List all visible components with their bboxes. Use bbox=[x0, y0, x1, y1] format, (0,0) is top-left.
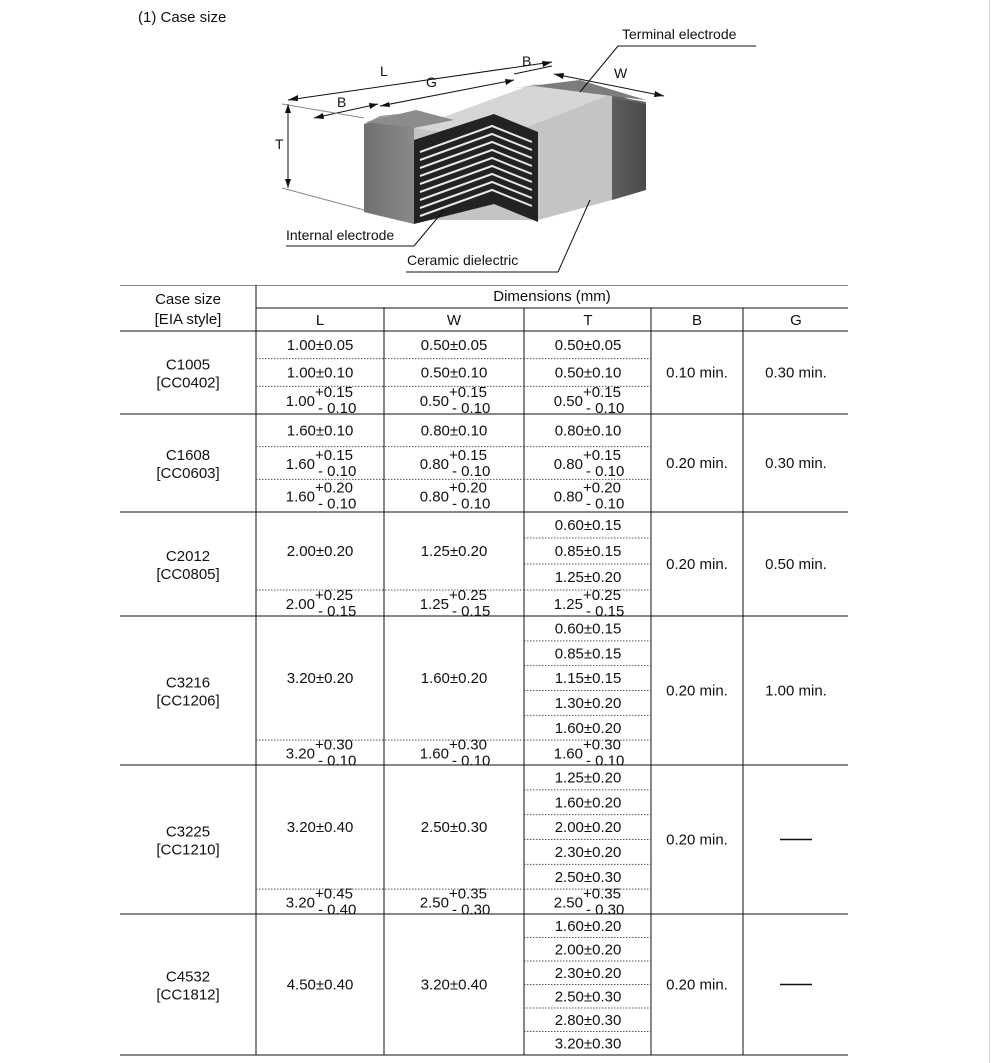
label-internal-electrode: Internal electrode bbox=[286, 227, 395, 243]
group-c2012-t-0: 0.60±0.15 bbox=[554, 517, 622, 534]
group-c2012-w-0: 1.25±0.20 bbox=[420, 543, 488, 560]
group-c2012-l-0: 2.00±0.20 bbox=[286, 543, 354, 560]
group-c1005-eia: [CC0402] bbox=[156, 374, 220, 392]
group-c4532-l-0: 4.50±0.40 bbox=[286, 976, 354, 994]
group-c1005-w-2-minus-tolerance: - 0.10 bbox=[452, 400, 491, 418]
group-c1608-w-1-plus-tolerance: +0.15 bbox=[449, 447, 487, 464]
group-c3225-eia: [CC1210] bbox=[156, 841, 220, 859]
group-c3216-w-1-minus-tolerance: - 0.10 bbox=[452, 752, 491, 770]
group-c1608-l-1-value: 1.60 bbox=[285, 456, 315, 473]
label-W: W bbox=[614, 65, 628, 81]
group-c3225-t-2: 2.00±0.20 bbox=[554, 819, 622, 837]
group-c3225-b-value: 0.20 min. bbox=[666, 831, 728, 849]
group-c1608-t-2-minus-tolerance: - 0.10 bbox=[586, 495, 625, 513]
group-c1608-b-value: 0.20 min. bbox=[666, 455, 728, 472]
group-c1005-l-2-value: 1.00 bbox=[285, 393, 315, 411]
group-c4532-w-0: 3.20±0.40 bbox=[420, 976, 488, 994]
header-eia-style: [EIA style] bbox=[154, 311, 222, 328]
group-c3216-t-4: 1.60±0.20 bbox=[554, 719, 622, 737]
group-c1608-l-2-value: 1.60 bbox=[285, 488, 315, 506]
group-c3216-g-value: 1.00 min. bbox=[765, 682, 827, 700]
group-c2012-case-size: C2012 bbox=[165, 548, 211, 565]
group-c2012-t-1: 0.85±0.15 bbox=[554, 543, 622, 560]
group-c1608-t-0: 0.80±0.10 bbox=[554, 422, 622, 440]
group-c1608-l-1-plus-tolerance: +0.15 bbox=[315, 447, 353, 464]
group-c3225-w-1-plus-tolerance: +0.35 bbox=[449, 885, 487, 903]
group-c3225-case-size: C3225 bbox=[165, 823, 211, 841]
group-c3225-l-0: 3.20±0.40 bbox=[286, 819, 354, 837]
group-c3225-t-5-value: 2.50 bbox=[553, 894, 583, 912]
group-c1005-l-0: 1.00±0.05 bbox=[286, 336, 354, 354]
header-dimensions: Dimensions (mm) bbox=[493, 288, 611, 305]
group-c1608-w-1-minus-tolerance: - 0.10 bbox=[452, 463, 491, 480]
group-c3225-w-0: 2.50±0.30 bbox=[420, 819, 488, 837]
group-c2012-t-3-minus-tolerance: - 0.15 bbox=[586, 603, 625, 620]
group-c2012-t-3-value: 1.25 bbox=[553, 596, 583, 613]
group-c3225-l-1-value: 3.20 bbox=[285, 894, 315, 912]
group-c3225-t-0: 1.25±0.20 bbox=[554, 769, 622, 787]
group-c4532-t-5: 3.20±0.30 bbox=[554, 1035, 622, 1053]
group-c3225-t-5-minus-tolerance: - 0.30 bbox=[586, 901, 625, 919]
label-L: L bbox=[380, 63, 388, 79]
group-c1005-g-value: 0.30 min. bbox=[765, 364, 827, 382]
group-c4532-g-value: — bbox=[795, 984, 797, 986]
group-c2012-l-1-minus-tolerance: - 0.15 bbox=[318, 603, 357, 620]
group-c2012-eia: [CC0805] bbox=[156, 566, 220, 583]
group-c3225-t-1: 1.60±0.20 bbox=[554, 794, 622, 812]
group-c3216-t-0: 0.60±0.15 bbox=[554, 620, 622, 638]
group-c3216-b-value: 0.20 min. bbox=[666, 682, 728, 700]
label-G: G bbox=[426, 74, 437, 90]
header-col-B: B bbox=[691, 312, 703, 329]
group-c3225-t-3: 2.30±0.20 bbox=[554, 843, 622, 861]
group-c1005-b-value: 0.10 min. bbox=[666, 364, 728, 382]
group-c3216-l-1-value: 3.20 bbox=[285, 745, 315, 763]
group-c3216-w-0: 1.60±0.20 bbox=[420, 670, 488, 688]
group-c3225-w-1-value: 2.50 bbox=[419, 894, 449, 912]
group-c3216-t-5-plus-tolerance: +0.30 bbox=[583, 736, 621, 754]
group-c4532-t-3: 2.50±0.30 bbox=[554, 988, 622, 1006]
group-c3225-l-1-minus-tolerance: - 0.40 bbox=[318, 901, 357, 919]
group-c3216-w-1-value: 1.60 bbox=[419, 745, 449, 763]
group-c3216-eia: [CC1206] bbox=[156, 692, 220, 710]
group-c1608-t-1-value: 0.80 bbox=[553, 456, 583, 473]
label-terminal-electrode: Terminal electrode bbox=[622, 26, 737, 42]
group-c1005-l-2-minus-tolerance: - 0.10 bbox=[318, 400, 357, 418]
group-c3225-g-value: — bbox=[795, 839, 797, 841]
group-c1005-w-2-plus-tolerance: +0.15 bbox=[449, 384, 487, 402]
group-c1005-l-2-plus-tolerance: +0.15 bbox=[315, 384, 353, 402]
group-c1608-l-0: 1.60±0.10 bbox=[286, 422, 354, 440]
group-c3225-t-4: 2.50±0.30 bbox=[554, 868, 622, 886]
group-c1005-w-0: 0.50±0.05 bbox=[420, 336, 488, 354]
group-c1608-eia: [CC0603] bbox=[156, 465, 220, 482]
group-c2012-b-value: 0.20 min. bbox=[666, 556, 728, 573]
group-c1005-w-2-value: 0.50 bbox=[419, 393, 449, 411]
group-c1005-t-1: 0.50±0.10 bbox=[554, 364, 622, 382]
group-c2012-l-1-plus-tolerance: +0.25 bbox=[315, 587, 353, 604]
group-c3216-l-0: 3.20±0.20 bbox=[286, 670, 354, 688]
group-c4532-t-1: 2.00±0.20 bbox=[554, 941, 622, 959]
group-c1608-t-2-plus-tolerance: +0.20 bbox=[583, 479, 621, 497]
group-c1608-w-2-value: 0.80 bbox=[419, 488, 449, 506]
label-B-left: B bbox=[337, 94, 347, 110]
group-c1608-t-1-minus-tolerance: - 0.10 bbox=[586, 463, 625, 480]
group-c1608-w-2-plus-tolerance: +0.20 bbox=[449, 479, 487, 497]
group-c4532-eia: [CC1812] bbox=[156, 986, 220, 1004]
capacitor-diagram bbox=[0, 0, 993, 285]
group-c1608-g-value: 0.30 min. bbox=[765, 455, 827, 472]
group-c3216-l-1-minus-tolerance: - 0.10 bbox=[318, 752, 357, 770]
group-c2012-t-2: 1.25±0.20 bbox=[554, 569, 622, 586]
group-c4532-t-2: 2.30±0.20 bbox=[554, 964, 622, 982]
dimensions-table bbox=[0, 285, 993, 1063]
group-c1005-w-1: 0.50±0.10 bbox=[420, 364, 488, 382]
group-c2012-g-value: 0.50 min. bbox=[765, 556, 827, 573]
header-col-G: G bbox=[790, 312, 802, 329]
group-c1005-t-2-minus-tolerance: - 0.10 bbox=[586, 400, 625, 418]
group-c2012-l-1-value: 2.00 bbox=[285, 596, 315, 613]
group-c3225-l-1-plus-tolerance: +0.45 bbox=[315, 885, 353, 903]
group-c1005-t-2-value: 0.50 bbox=[553, 393, 583, 411]
group-c1608-w-1-value: 0.80 bbox=[419, 456, 449, 473]
group-c3216-t-1: 0.85±0.15 bbox=[554, 645, 622, 663]
group-c1005-case-size: C1005 bbox=[165, 356, 211, 374]
group-c1608-w-0: 0.80±0.10 bbox=[420, 422, 488, 440]
label-B-right: B bbox=[522, 53, 532, 69]
group-c1608-l-2-minus-tolerance: - 0.10 bbox=[318, 495, 357, 513]
group-c1005-l-1: 1.00±0.10 bbox=[286, 364, 354, 382]
group-c4532-t-4: 2.80±0.30 bbox=[554, 1011, 622, 1029]
group-c4532-case-size: C4532 bbox=[165, 968, 211, 986]
group-c1608-t-1-plus-tolerance: +0.15 bbox=[583, 447, 621, 464]
group-c3216-l-1-plus-tolerance: +0.30 bbox=[315, 736, 353, 754]
group-c1608-l-1-minus-tolerance: - 0.10 bbox=[318, 463, 357, 480]
section-title: (1) Case size bbox=[138, 9, 227, 26]
group-c1608-w-2-minus-tolerance: - 0.10 bbox=[452, 495, 491, 513]
group-c1005-t-0: 0.50±0.05 bbox=[554, 336, 622, 354]
group-c3216-w-1-plus-tolerance: +0.30 bbox=[449, 736, 487, 754]
label-ceramic-dielectric: Ceramic dielectric bbox=[407, 252, 519, 268]
group-c3216-t-2: 1.15±0.15 bbox=[554, 670, 622, 688]
group-c3216-t-3: 1.30±0.20 bbox=[554, 694, 622, 712]
label-T: T bbox=[275, 136, 284, 152]
group-c4532-t-0: 1.60±0.20 bbox=[554, 917, 622, 935]
group-c2012-t-3-plus-tolerance: +0.25 bbox=[583, 587, 621, 604]
group-c3216-t-5-value: 1.60 bbox=[553, 745, 583, 763]
group-c4532-b-value: 0.20 min. bbox=[666, 976, 728, 994]
header-col-W: W bbox=[446, 312, 462, 329]
group-c3216-t-5-minus-tolerance: - 0.10 bbox=[586, 752, 625, 770]
group-c1608-case-size: C1608 bbox=[165, 447, 211, 464]
group-c2012-w-1-minus-tolerance: - 0.15 bbox=[452, 603, 491, 620]
group-c1005-t-2-plus-tolerance: +0.15 bbox=[583, 384, 621, 402]
group-c2012-w-1-plus-tolerance: +0.25 bbox=[449, 587, 487, 604]
header-case-size: Case size bbox=[155, 291, 221, 308]
group-c1608-t-2-value: 0.80 bbox=[553, 488, 583, 506]
header-col-T: T bbox=[583, 312, 593, 329]
group-c1608-l-2-plus-tolerance: +0.20 bbox=[315, 479, 353, 497]
group-c3216-case-size: C3216 bbox=[165, 674, 211, 692]
group-c2012-w-1-value: 1.25 bbox=[419, 596, 449, 613]
group-c3225-t-5-plus-tolerance: +0.35 bbox=[583, 885, 621, 903]
group-c3225-w-1-minus-tolerance: - 0.30 bbox=[452, 901, 491, 919]
header-col-L: L bbox=[315, 312, 325, 329]
